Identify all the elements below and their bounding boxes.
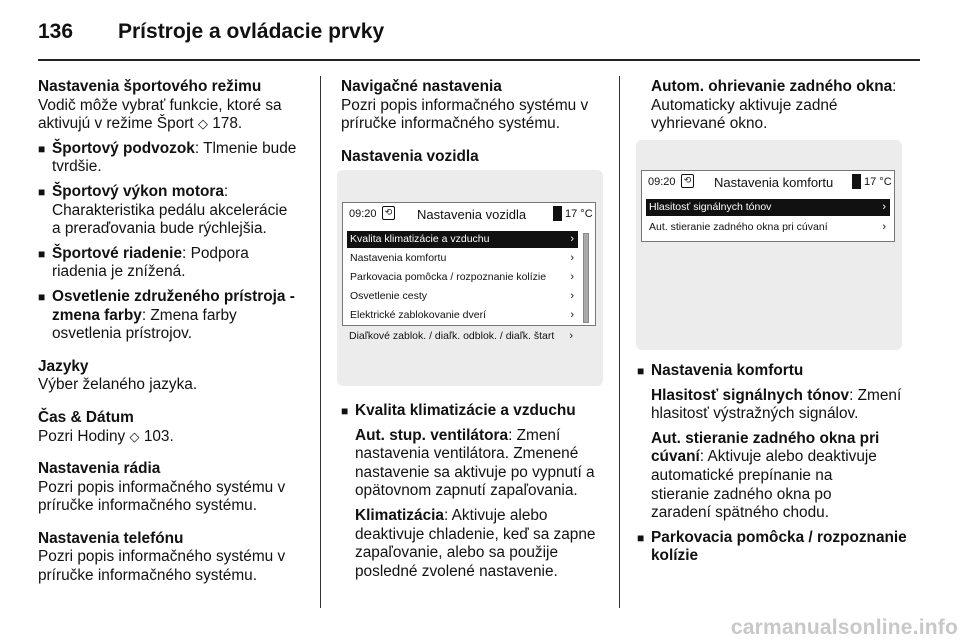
list-item: ■ Športové riadenie: Podpora riadenia je znížená. [38, 244, 249, 281]
radio-heading: Nastavenia rádia [38, 460, 161, 478]
temperature: 17 °C [565, 208, 593, 220]
list-item [637, 362, 920, 381]
bullet-title: Športové riadenie [52, 244, 183, 262]
bullet-icon: ■ [637, 364, 645, 378]
bullet-title: Športový podvozok [52, 139, 195, 157]
page-ref: 103. [143, 427, 174, 445]
screen-header [642, 171, 894, 195]
bullet-icon: ■ [38, 184, 46, 199]
menu-item[interactable]: Elektrické zablokovanie dverí › [347, 307, 578, 324]
vehicle-settings-heading: Nastavenia vozidla [341, 147, 479, 165]
bullet-title: Kvalita klimatizácie a vzduchu [355, 402, 576, 419]
sport-heading: Nastavenia športového režimu [38, 78, 262, 95]
chevron-right-icon: › [570, 271, 574, 283]
bullet-icon: ■ [341, 404, 349, 418]
menu-item[interactable]: Aut. stieranie zadného okna pri cúvaní › [646, 219, 890, 236]
list-item [341, 402, 615, 421]
chevron-right-icon: › [570, 290, 574, 302]
bullet-icon: ■ [637, 530, 645, 545]
screen-display [641, 170, 895, 242]
menu-item[interactable]: Kvalita klimatizácie a vzduchu › [347, 231, 578, 248]
page-ref: 178. [212, 115, 243, 133]
column-1: Nastavenia športového režimu Vodič môže vybrať funkcie, ktoré sa aktivujú v režime Šport ◇ 178. ■ Športový podvozok: Tlmenie bude tvrdšie. ■ Športový výkon motora: Charakteristika pedálu akcelerácie a preraďovania bude rýchlejšia. ■ Športové riadenie: Podpora riadenia je znížená. ■ Osvetlenie združeného prístroja - zmena farby: Zmena farby osvetlenia prístrojov. Jazyky Výber želaného jazyka. Čas & Dátum Pozri Hodiny ◇ 103. Nastavenia rádia Pozri popis informačného systému v príručke informačného systému. Nastavenia telefónu Pozri popis informačného systému v príručke informačného systému. [38, 78, 314, 586]
page-ref-icon: ◇ [197, 116, 208, 132]
chevron-right-icon: › [569, 330, 573, 342]
chevron-right-icon: › [882, 221, 886, 233]
screen-header [343, 203, 595, 227]
chevron-right-icon: › [570, 233, 574, 245]
vehicle-settings-screen [337, 170, 603, 386]
menu-item[interactable]: Nastavenia komfortu › [347, 250, 578, 267]
comfort-settings-screen [636, 140, 902, 350]
back-icon: ⟲ [382, 206, 395, 220]
screen-title: Nastavenia komfortu [714, 175, 834, 190]
temperature: 17 °C [864, 176, 892, 188]
menu-item[interactable]: Parkovacia pomôcka / rozpoznanie kolízie › [347, 269, 578, 286]
navigation-heading: Navigačné nastavenia [341, 78, 502, 95]
page-ref-icon: ◇ [129, 428, 140, 444]
header-divider [38, 59, 920, 61]
phone-heading: Nastavenia telefónu [38, 529, 184, 547]
chevron-right-icon: › [570, 252, 574, 264]
bullet-icon: ■ [38, 289, 46, 304]
list-item: ■ Parkovacia pomôcka / rozpoznanie kolízie [637, 529, 920, 566]
language-heading: Jazyky [38, 357, 89, 375]
column-divider-2 [619, 76, 620, 608]
menu-item[interactable]: Hlasitosť signálnych tónov › [646, 199, 890, 216]
column-3-lower: ■ Nastavenia komfortu Hlasitosť signálnych tónov: Zmení hlasitosť výstražných signálov. Aut. stieranie zadného okna pri cúvaní: Aktivuje alebo deaktivuje automatické prepínanie na stieranie zadného okna po zaradení spätného chodu. ■ Parkovacia pomôcka / rozpoznanie kolízie [637, 362, 920, 566]
scrollbar[interactable] [583, 233, 589, 323]
bullet-icon: ■ [38, 246, 46, 261]
watermark: carmanualsonline.info [730, 616, 958, 639]
fuel-gauge-icon [852, 174, 861, 189]
list-item: ■ Športový podvozok: Tlmenie bude tvrdšie. [38, 139, 297, 176]
list-item: ■ Športový výkon motora: Charakteristika pedálu akcelerácie a preraďovania bude rýchlejšia. [38, 182, 288, 238]
menu-item[interactable]: Diaľkové zablok. / diaľk. odblok. / diaľk. štart › [346, 328, 577, 345]
page-header [38, 20, 918, 60]
page-title: Prístroje a ovládacie prvky [118, 20, 385, 43]
bullet-title: Parkovacia pomôcka / rozpoznanie [651, 528, 907, 546]
bullet-title: Osvetlenie združeného prístroja - [52, 287, 295, 305]
column-2-lower: ■ Kvalita klimatizácie a vzduchu Aut. stup. ventilátora: Zmení nastavenia ventilátora. Zmenené nastavenie sa aktivuje po vypnutí a opätovnom zapnutí zapaľovania. Klimatizácia: Aktivuje alebo deaktivuje chladenie, keď sa zapne zapaľovanie, alebo sa použije posledné zvolené nastavenie. [341, 402, 615, 581]
menu-item[interactable]: Osvetlenie cesty › [347, 288, 578, 305]
bullet-title: Športový výkon motora [52, 182, 224, 200]
page-number: 136 [38, 20, 74, 43]
column-2: Navigačné nastavenia Pozri popis informačného systému v príručke informačného systému. Nastavenia vozidla [341, 78, 615, 166]
sport-intro-line: Vodič môže vybrať funkcie, ktoré sa [38, 96, 282, 114]
chevron-right-icon: › [570, 309, 574, 321]
clock: 09:20 [349, 208, 377, 220]
list-item: ■ Osvetlenie združeného prístroja - zmena farby: Zmena farby osvetlenia prístrojov. [38, 288, 314, 344]
bullet-icon: ■ [38, 141, 46, 156]
fuel-gauge-icon [553, 206, 562, 221]
language-text: Výber želaného jazyka. [38, 376, 198, 394]
chevron-right-icon: › [882, 201, 886, 213]
screen-title: Nastavenia vozidla [417, 207, 527, 222]
column-divider-1 [320, 76, 321, 608]
bullet-title: Nastavenia komfortu [651, 362, 804, 379]
back-icon: ⟲ [681, 174, 694, 188]
time-date-heading: Čas & Dátum [38, 408, 134, 426]
clock: 09:20 [648, 176, 676, 188]
screen-display [342, 202, 596, 326]
column-3: Autom. ohrievanie zadného okna: Automaticky aktivuje zadné vyhrievané okno. [651, 78, 897, 133]
sport-intro-line: aktivujú v režime Šport ◇ 178. [38, 115, 243, 133]
time-date-text: Pozri Hodiny ◇ 103. [38, 427, 174, 445]
